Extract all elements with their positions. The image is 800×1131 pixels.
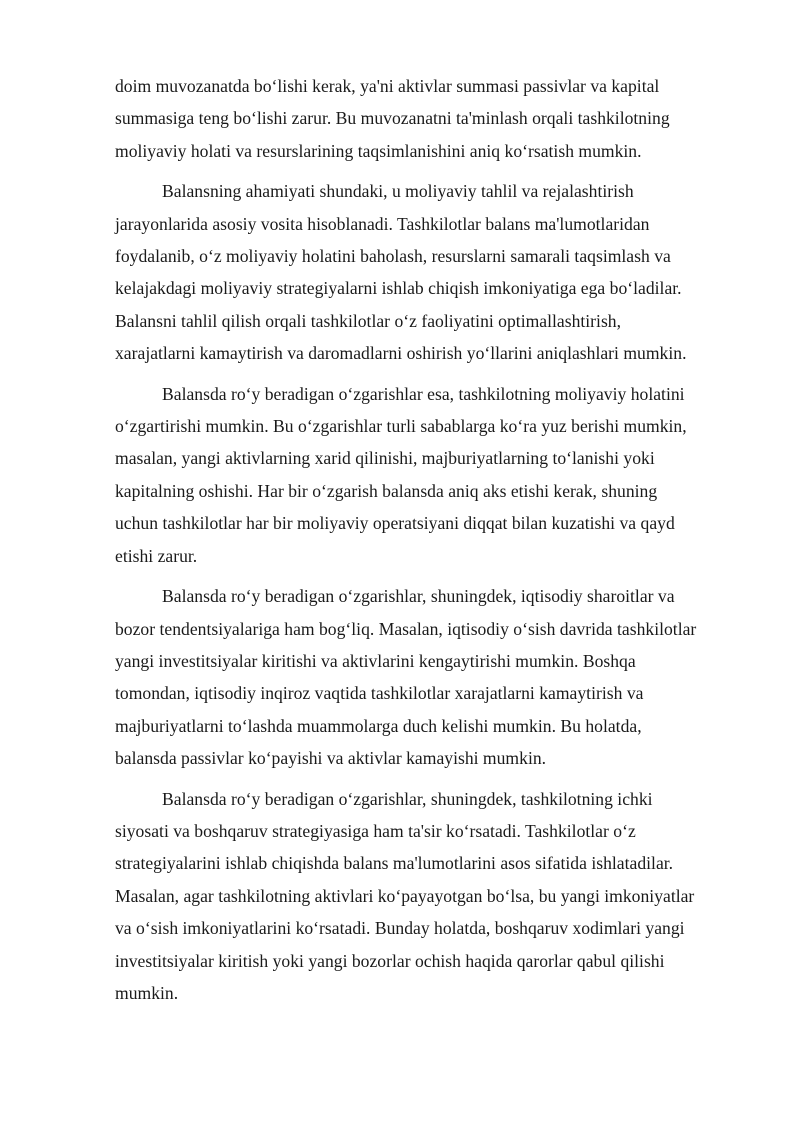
paragraph-1 [115,70,720,167]
text-line: bozor tendentsiyalariga ham bog‘liq. Masalan, iqtisodiy o‘sish davrida tashkilotlar [115,618,697,639]
text-line: masalan, yangi aktivlarning xarid qilinishi, majburiyatlarning to‘lanishi yoki [115,448,655,469]
text-line: Balansda ro‘y beradigan o‘zgarishlar, shuningdek, iqtisodiy sharoitlar va [162,586,675,607]
text-line: Balansni tahlil qilish orqali tashkilotlar o‘z faoliyatini optimallashtirish, [115,310,622,331]
text-line: Masalan, agar tashkilotning aktivlari ko‘payayotgan bo‘lsa, bu yangi imkoniyatlar [115,885,695,906]
text-line: mumkin. [115,982,179,1003]
text-line: Balansda ro‘y beradigan o‘zgarishlar esa, tashkilotning moliyaviy holatini [162,383,685,404]
text-line: va o‘sish imkoniyatlarini ko‘rsatadi. Bunday holatda, boshqaruv xodimlari yangi [115,918,685,939]
text-line: investitsiyalar kiritish yoki yangi bozorlar ochish haqida qarorlar qabul qilishi [115,950,665,971]
paragraph-4 [115,580,720,774]
paragraph-3 [115,378,720,572]
text-line: summasiga teng bo‘lishi zarur. Bu muvozanatni ta'minlash orqali tashkilotning [115,108,670,129]
text-line: siyosati va boshqaruv strategiyasiga ham ta'sir ko‘rsatadi. Tashkilotlar o‘z [115,820,636,841]
text-line: foydalanib, o‘z moliyaviy holatini baholash, resurslarni samarali taqsimlash va [115,246,671,267]
paragraph-2 [115,175,720,369]
paragraph-5 [115,783,720,1010]
text-line: Balansda ro‘y beradigan o‘zgarishlar, shuningdek, tashkilotning ichki [162,788,653,809]
text-line: o‘zgartirishi mumkin. Bu o‘zgarishlar turli sabablarga ko‘ra yuz berishi mumkin, [115,416,687,437]
text-line: tomondan, iqtisodiy inqiroz vaqtida tashkilotlar xarajatlarni kamaytirish va [115,683,644,704]
text-line: jarayonlarida asosiy vosita hisoblanadi. Tashkilotlar balans ma'lumotlaridan [115,213,650,234]
text-line: kelajakdagi moliyaviy strategiyalarni ishlab chiqish imkoniyatiga ega bo‘ladilar. [115,278,682,299]
text-line: kapitalning oshishi. Har bir o‘zgarish balansda aniq aks etishi kerak, shuning [115,480,658,501]
text-line: xarajatlarni kamaytirish va daromadlarni oshirish yo‘llarini aniqlashlari mumkin. [115,343,687,364]
text-line: moliyaviy holati va resurslarining taqsimlanishini aniq ko‘rsatish mumkin. [115,140,642,161]
text-line: balansda passivlar ko‘payishi va aktivlar kamayishi mumkin. [115,748,547,769]
text-line: yangi investitsiyalar kiritishi va aktivlarini kengaytirishi mumkin. Boshqa [115,650,636,671]
text-line: uchun tashkilotlar har bir moliyaviy operatsiyani diqqat bilan kuzatishi va qayd [115,513,675,534]
text-line: majburiyatlarni to‘lashda muammolarga duch kelishi mumkin. Bu holatda, [115,715,642,736]
text-line: doim muvozanatda bo‘lishi kerak, ya'ni aktivlar summasi passivlar va kapital [115,76,660,96]
text-line: Balansning ahamiyati shundaki, u moliyaviy tahlil va rejalashtirish [162,181,634,202]
text-line: etishi zarur. [115,545,198,566]
text-line: strategiyalarini ishlab chiqishda balans ma'lumotlarini asos sifatida ishlatadilar. [115,853,674,874]
